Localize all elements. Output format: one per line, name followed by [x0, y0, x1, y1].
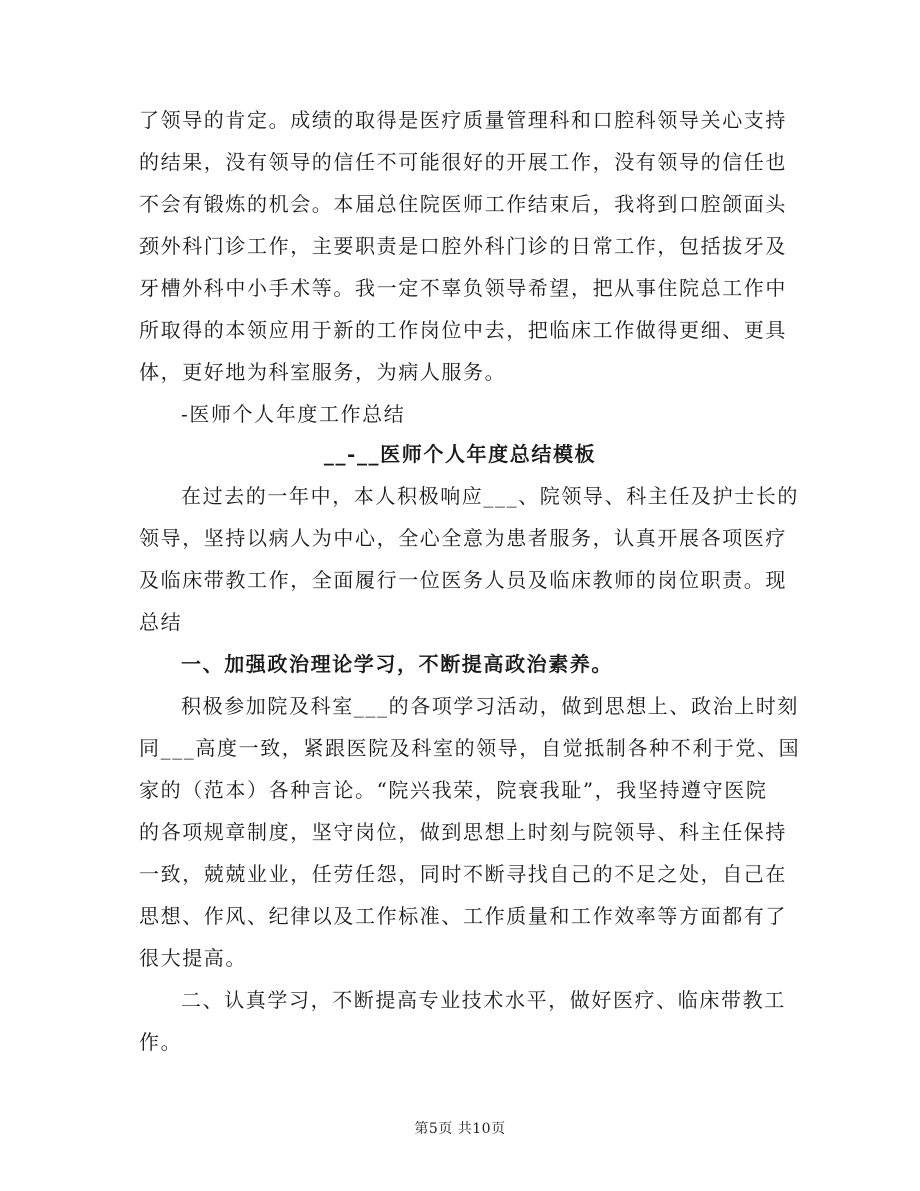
section-title: __-__医师个人年度总结模板: [323, 442, 597, 466]
paragraph-line: 思想、作风、纪律以及工作标准、工作质量和工作效率等方面都有了: [139, 904, 787, 928]
paragraph-line: 同___高度一致，紧跟医院及科室的领导，自觉抵制各种不利于党、国: [139, 736, 801, 760]
paragraph-line: 一致，兢兢业业，任劳任怨，同时不断寻找自己的不足之处，自己在: [139, 862, 787, 886]
paragraph-line: 了领导的肯定。成绩的取得是医疗质量管理科和口腔科领导关心支持: [139, 108, 787, 132]
paragraph-line: 体，更好地为科室服务，为病人服务。: [139, 360, 507, 384]
paragraph-line: 牙槽外科中小手术等。我一定不辜负领导希望，把从事住院总工作中: [139, 276, 787, 300]
paragraph-line: 所取得的本领应用于新的工作岗位中去，把临床工作做得更细、更具: [139, 318, 787, 342]
paragraph-line: 及临床带教工作，全面履行一位医务人员及临床教师的岗位职责。现: [139, 568, 787, 592]
heading-two-line: 作。: [139, 1030, 183, 1054]
paragraph-line: 的各项规章制度，坚守岗位，做到思想上时刻与院领导、科主任保持: [139, 820, 787, 844]
page-number-footer: 第5页 共10页: [414, 1121, 506, 1137]
paragraph-line: 领导，坚持以病人为中心，全心全意为患者服务，认真开展各项医疗: [139, 526, 787, 550]
heading-one: 一、加强政治理论学习，不断提高政治素养。: [181, 652, 613, 676]
paragraph-line: 家的（范本）各种言论。“院兴我荣，院衰我耻”，我坚持遵守医院: [139, 778, 768, 802]
paragraph-line: 总结: [139, 610, 183, 634]
paragraph-line: 颈外科门诊工作，主要职责是口腔外科门诊的日常工作，包括拔牙及: [139, 234, 787, 258]
paragraph-line: 的结果，没有领导的信任不可能很好的开展工作，没有领导的信任也: [139, 150, 787, 174]
paragraph-line: 在过去的一年中，本人积极响应___、院领导、科主任及护士长的: [181, 484, 799, 508]
paragraph-line: 很大提高。: [139, 946, 247, 970]
subtitle-line: -医师个人年度工作总结: [181, 402, 406, 426]
heading-two-line: 二、认真学习，不断提高专业技术水平，做好医疗、临床带教工: [181, 988, 786, 1012]
paragraph-line: 不会有锻炼的机会。本届总住院医师工作结束后，我将到口腔颌面头: [139, 192, 787, 216]
paragraph-line: 积极参加院及科室___的各项学习活动，做到思想上、政治上时刻: [181, 694, 799, 718]
